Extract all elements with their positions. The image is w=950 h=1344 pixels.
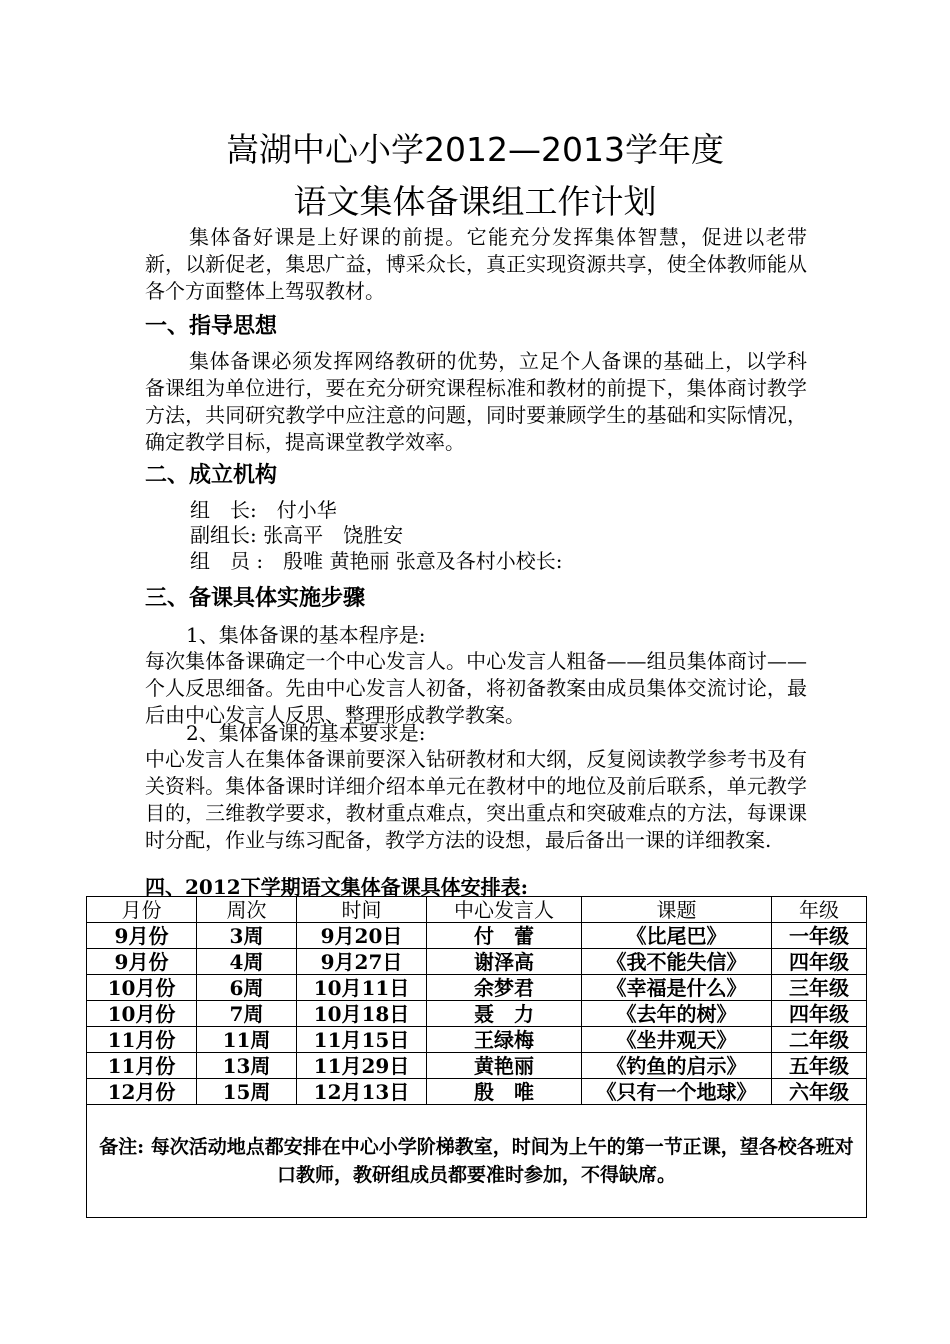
cell-topic: 《去年的树》 <box>582 1001 772 1027</box>
header-month: 月份 <box>87 897 197 923</box>
cell-grade: 六年级 <box>772 1079 867 1105</box>
header-date: 时间 <box>297 897 427 923</box>
table-row <box>87 1001 867 1027</box>
header-speaker: 中心发言人 <box>427 897 582 923</box>
table-header-row <box>87 897 867 923</box>
table-row <box>87 1079 867 1105</box>
cell-grade: 一年级 <box>772 923 867 949</box>
cell-grade: 二年级 <box>772 1027 867 1053</box>
guiding-ideology-paragraph: 集体备课必须发挥网络教研的优势，立足个人备课的基础上，以学科备课组为单位进行，要在充分研究课程标准和教材的前提下，集体商讨教学方法，共同研究教学中应注意的问题，同时要兼顾学生的基础和实际情况，确定教学目标，提高课堂教学效率。 <box>145 349 807 454</box>
cell-date: 12月13日 <box>297 1079 427 1105</box>
cell-month: 12月份 <box>87 1079 197 1105</box>
header-topic: 课题 <box>582 897 772 923</box>
document-title-line2: 语文集体备课组工作计划 <box>293 182 657 221</box>
cell-speaker: 王绿梅 <box>427 1027 582 1053</box>
cell-month: 11月份 <box>87 1027 197 1053</box>
cell-date: 9月20日 <box>297 923 427 949</box>
cell-week: 6周 <box>197 975 297 1001</box>
cell-grade: 五年级 <box>772 1053 867 1079</box>
section-heading-guiding-ideology: 一、指导思想 <box>145 314 278 339</box>
cell-speaker: 付 蕾 <box>427 923 582 949</box>
cell-grade: 四年级 <box>772 1001 867 1027</box>
cell-grade: 三年级 <box>772 975 867 1001</box>
step1-paragraph: 每次集体备课确定一个中心发言人。中心发言人粗备——组员集体商讨——个人反思细备。先由中心发言人初备，将初备教案由成员集体交流讨论，最后由中心发言人反思、整理形成教学教案。 <box>145 649 807 727</box>
step1-title: 1、集体备课的基本程序是: <box>186 623 426 647</box>
cell-speaker: 殷 唯 <box>427 1079 582 1105</box>
table-row <box>87 1053 867 1079</box>
cell-week: 11周 <box>197 1027 297 1053</box>
org-members: 组 员 : 殷唯 黄艳丽 张意及各村小校长: <box>190 549 563 573</box>
cell-topic: 《钓鱼的启示》 <box>582 1053 772 1079</box>
cell-topic: 《幸福是什么》 <box>582 975 772 1001</box>
table-row <box>87 949 867 975</box>
cell-date: 9月27日 <box>297 949 427 975</box>
cell-week: 3周 <box>197 923 297 949</box>
header-grade: 年级 <box>772 897 867 923</box>
cell-week: 13周 <box>197 1053 297 1079</box>
cell-week: 15周 <box>197 1079 297 1105</box>
header-week: 周次 <box>197 897 297 923</box>
intro-paragraph: 集体备好课是上好课的前提。它能充分发挥集体智慧，促进以老带新，以新促老，集思广益，博采众长，真正实现资源共享，使全体教师能从各个方面整体上驾驭教材。 <box>145 225 807 303</box>
org-leader: 组 长: 付小华 <box>190 498 337 522</box>
cell-topic: 《只有一个地球》 <box>582 1079 772 1105</box>
org-deputy: 副组长: 张高平 饶胜安 <box>190 523 404 547</box>
step2-paragraph: 中心发言人在集体备课前要深入钻研教材和大纲，反复阅读教学参考书及有关资料。集体备课时详细介绍本单元在教材中的地位及前后联系，单元教学目的，三维教学要求，教材重点难点，突出重点和突破难点的方法，每课课时分配，作业与练习配备，教学方法的设想，最后备出一课的详细教案. <box>145 747 807 852</box>
cell-grade: 四年级 <box>772 949 867 975</box>
cell-month: 10月份 <box>87 1001 197 1027</box>
schedule-caption: 四、2012下学期语文集体备课具体安排表: <box>145 875 529 899</box>
cell-date: 11月29日 <box>297 1053 427 1079</box>
cell-speaker: 黄艳丽 <box>427 1053 582 1079</box>
schedule-note: 备注: 每次活动地点都安排在中心小学阶梯教室，时间为上午的第一节正课，望各校各班对口教师，教研组成员都要准时参加，不得缺席。 <box>87 1105 867 1218</box>
document-title-line1: 嵩湖中心小学2012—2013学年度 <box>226 130 724 169</box>
cell-speaker: 余梦君 <box>427 975 582 1001</box>
cell-month: 11月份 <box>87 1053 197 1079</box>
note-row <box>87 1105 867 1218</box>
cell-month: 9月份 <box>87 949 197 975</box>
section-heading-steps: 三、备课具体实施步骤 <box>145 586 366 611</box>
section-heading-organization: 二、成立机构 <box>145 463 278 488</box>
cell-week: 7周 <box>197 1001 297 1027</box>
cell-date: 11月15日 <box>297 1027 427 1053</box>
step2-title: 2、集体备课的基本要求是: <box>186 721 426 745</box>
table-row <box>87 975 867 1001</box>
cell-week: 4周 <box>197 949 297 975</box>
schedule-table <box>86 896 867 1218</box>
cell-date: 10月18日 <box>297 1001 427 1027</box>
cell-date: 10月11日 <box>297 975 427 1001</box>
table-row <box>87 923 867 949</box>
cell-topic: 《我不能失信》 <box>582 949 772 975</box>
cell-topic: 《坐井观天》 <box>582 1027 772 1053</box>
cell-speaker: 聂 力 <box>427 1001 582 1027</box>
cell-speaker: 谢泽高 <box>427 949 582 975</box>
cell-month: 9月份 <box>87 923 197 949</box>
cell-month: 10月份 <box>87 975 197 1001</box>
cell-topic: 《比尾巴》 <box>582 923 772 949</box>
table-row <box>87 1027 867 1053</box>
